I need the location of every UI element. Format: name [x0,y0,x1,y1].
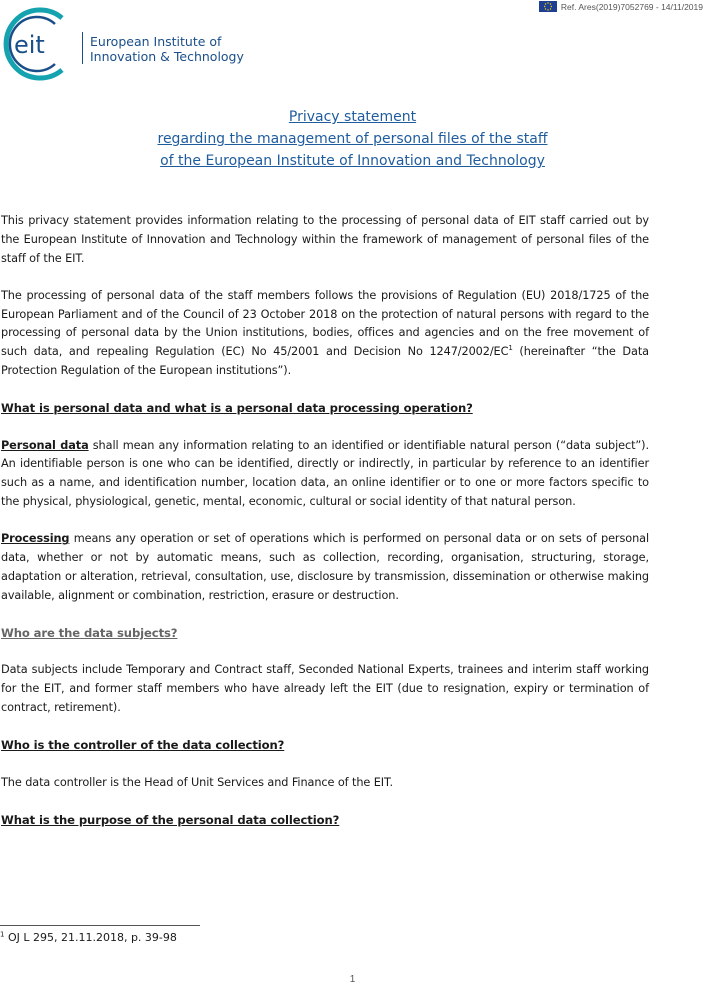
paragraph-controller: The data controller is the Head of Unit Services and Finance of the EIT. [1,775,393,789]
footnote-text: OJ L 295, 21.11.2018, p. 39-98 [4,931,177,944]
footnote-number: 1 [0,930,5,939]
term-processing: Processing [1,532,70,546]
logo-line-2: Innovation & Technology [90,49,244,64]
eit-logo-mark-icon [0,6,90,82]
footnote [0,931,177,944]
heading-data-subjects: Who are the data subjects? [1,626,178,641]
paragraph-personal-data [1,437,649,512]
footnote-ref: 1 [508,344,513,353]
footnote-rule [0,925,200,926]
term-personal-data: Personal data [1,438,89,452]
logo-name [90,34,244,64]
document-body [1,212,649,848]
paragraph-intro: This privacy statement provides information relating to the processing of personal data of EIT staff carried out by the European Institute of Innovation and Technology within the framework of management of personal files of the staff of the EIT. [1,214,649,265]
logo-mark-text: eit [14,31,45,59]
document-title [0,106,705,172]
regulation-text: The processing of personal data of the staff members follows the provisions of Regulation (EU) 2018/1725 of the European Parliament and of the Council of 23 October 2018 on the protection of natural persons with regard to the processing of personal data by the Union institutions, bodies, offices and agencies and on the free movement of such data, and repealing Regulation (EC) No 45/2001 and Decision No 1247/2002/EC [1,288,649,359]
eit-logo [0,6,290,82]
eu-flag-icon [539,1,557,12]
logo-line-1: European Institute of [90,34,222,49]
personal-data-definition: shall mean any information relating to an identified or identifiable natural person (“data subject”). An identifiable person is one who can be identified, directly or indirectly, in particular by reference to an identifier such as a name, and identification number, location data, an online identifier or to one or more factors specific to the physical, physiological, genetic, mental, economic, cultural or social identity of that natural person. [1,438,649,509]
heading-personal-data: What is personal data and what is a personal data processing operation? [1,401,473,416]
title-line-3: of the European Institute of Innovation and Technology [160,153,545,169]
reference-text: Ref. Ares(2019)7052769 - 14/11/2019 [560,1,703,12]
processing-definition: means any operation or set of operations which is performed on personal data or on sets of personal data, whether or not by automatic means, such as collection, recording, organisation, structuring, storage, adaptation or alteration, retrieval, consultation, use, disclosure by transmission, dissemination or otherwise making available, alignment or combination, restriction, erasure or destruction. [1,532,649,602]
title-line-1: Privacy statement [288,109,417,125]
paragraph-processing [1,530,649,605]
paragraph-regulation [1,287,649,381]
heading-controller: Who is the controller of the data collection? [1,738,285,753]
title-line-2: regarding the management of personal files of the staff [157,131,548,147]
page-number: 1 [349,974,356,985]
logo-divider [82,32,83,64]
regulation-tail: (hereinafter “the Data Protection Regulation of the European institutions”). [1,345,649,378]
heading-purpose: What is the purpose of the personal data collection? [1,812,340,827]
reference-stamp [539,0,705,13]
paragraph-data-subjects: Data subjects include Temporary and Contract staff, Seconded National Experts, trainees and interim staff working for the EIT, and former staff members who have already left the EIT (due to resignation, expiry or termination of contract, retirement). [1,663,649,714]
